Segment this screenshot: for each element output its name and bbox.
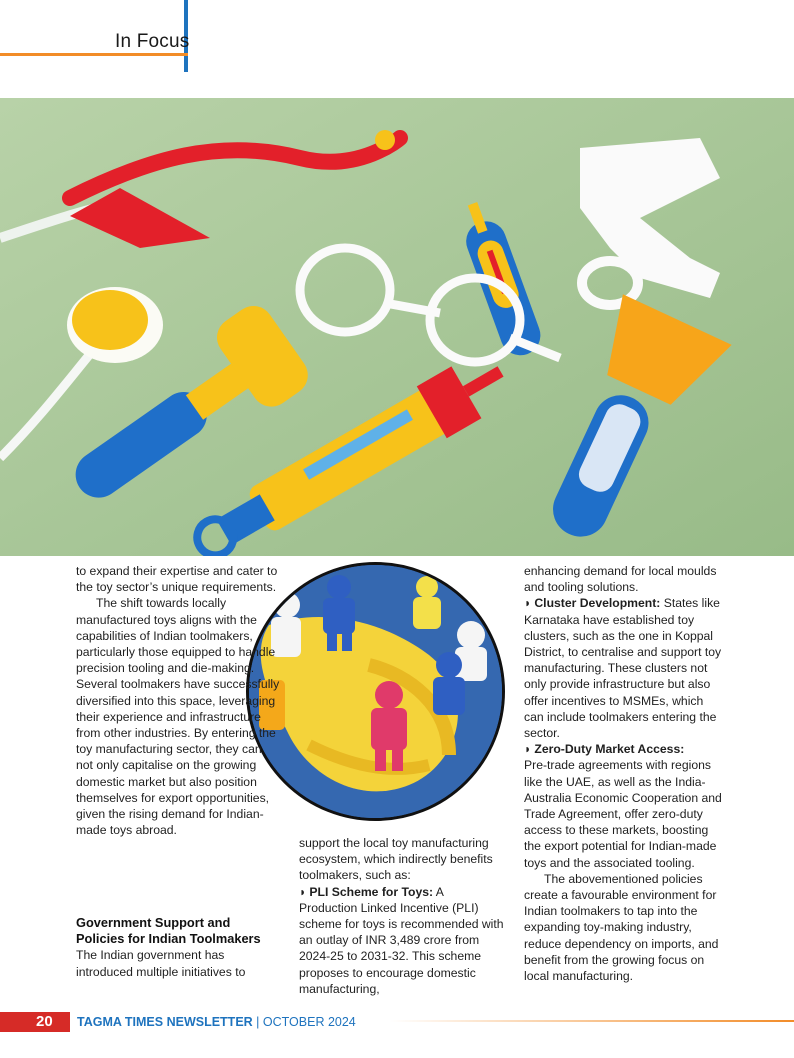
bullet-title: Zero-Duty Market Access: — [534, 742, 685, 757]
col3-paragraph-1: enhancing demand for local moulds and tooling solutions. — [524, 564, 717, 595]
bullet-zero-duty-text: Pre-trade agreements with regions like the UAE, as well as the India-Australia Economic Cooperation and Trade Agreement, offer zero-duty access to these markets, boosting the export potential for Indian-made toys and the associated tooling. — [524, 758, 722, 870]
bullet-title: PLI Scheme for Toys: — [309, 884, 434, 899]
publication-name: TAGMA TIMES NEWSLETTER — [77, 1015, 253, 1029]
page-number: 20 — [36, 1013, 53, 1030]
bullet-pli-scheme — [299, 884, 504, 997]
col3-paragraph-2: The abovementioned policies create a favourable environment for Indian toolmakers to tap into the expanding toy-making industry, reduce dependency on imports, and benefit from the growing focus on local manufacturing. — [524, 871, 719, 984]
column-3-text — [524, 563, 724, 984]
section-heading-government-support: Government Support and Policies for Indian Toolmakers — [76, 915, 261, 947]
header-orange-rule — [0, 53, 188, 56]
bullet-text: A Production Linked Incentive (PLI) scheme for toys is recommended with an outlay of INR 3,489 crore from 2024-25 to 2031-32. This scheme proposes to encourage domestic manufacturing, — [299, 884, 504, 996]
bullet-marker-icon: ◗ — [524, 742, 532, 757]
footer-publication-line — [77, 1015, 356, 1029]
column-1-section — [76, 915, 281, 980]
column-1-text — [76, 563, 281, 838]
bullet-cluster-development — [524, 595, 724, 741]
bullet-title: Cluster Development: — [534, 596, 661, 611]
bullet-marker-icon: ◗ — [299, 884, 307, 899]
footer-gradient-rule — [390, 1020, 794, 1022]
col1-paragraph-2: The shift towards locally manufactured toys aligns with the capabilities of Indian toolmakers, particularly those equipped to handle precision tooling and die-making. Several toolmakers have successfully diversified into this space, leveraging their experience and infrastructure from other industries. By entering the toy manufacturing sector, they can not only capitalise on the growing domestic market but also position themselves for export opportunities, given the rising demand for Indian-made toys abroad. — [76, 596, 280, 838]
bullet-text: States like Karnataka have established toy clusters, such as the one in Koppal District, to centralise and support toy manufacturing. These clusters not only provide infrastructure but also offer incentives to MSMEs, which can include toolmakers entering the sector. — [524, 596, 722, 741]
bullet-zero-duty — [524, 741, 724, 757]
bullet-marker-icon: ◗ — [524, 596, 532, 611]
footer-page-tab — [0, 1012, 70, 1032]
section-title: In Focus — [115, 31, 190, 52]
footer-separator: | — [252, 1015, 263, 1029]
inset-photo-toy-figures — [246, 562, 505, 821]
issue-date: OCTOBER 2024 — [262, 1015, 356, 1029]
hero-photo-toy-doctor-kit — [0, 98, 794, 556]
col1-paragraph-3: The Indian government has introduced multiple initiatives to — [76, 948, 246, 979]
col2-paragraph-1: support the local toy manufacturing ecosystem, which indirectly benefits toolmakers, such as: — [299, 836, 493, 883]
col1-paragraph-1: to expand their expertise and cater to the toy sector’s unique requirements. — [76, 564, 278, 595]
column-2-text — [299, 835, 504, 997]
